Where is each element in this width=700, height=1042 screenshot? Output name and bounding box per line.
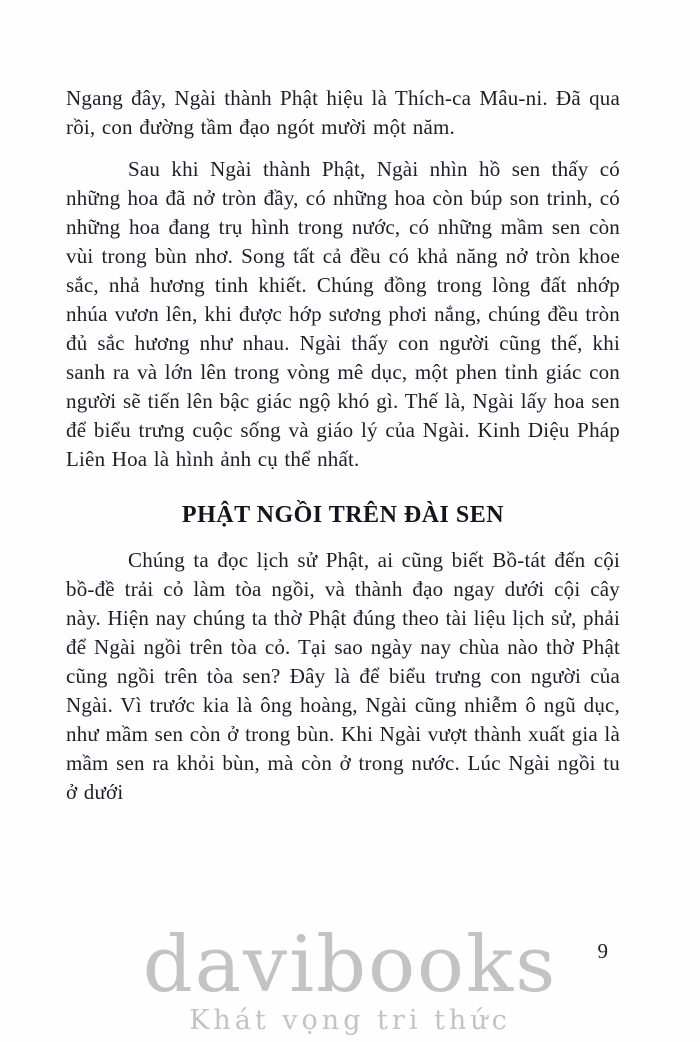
paragraph-continuation: Ngang đây, Ngài thành Phật hiệu là Thích-ca Mâu-ni. Đã qua rồi, con đường tầm đạo ngót mười một năm. xyxy=(66,86,620,139)
page-number: 9 xyxy=(597,939,608,963)
watermark-logo: davibooks xyxy=(142,920,558,1010)
page-content xyxy=(66,84,620,820)
section-heading: PHẬT NGỒI TRÊN ĐÀI SEN xyxy=(181,502,505,528)
watermark xyxy=(0,920,700,1036)
watermark-tagline: Khát vọng tri thức xyxy=(189,1005,511,1036)
paragraph-lotus-pond: Sau khi Ngài thành Phật, Ngài nhìn hồ sen thấy có những hoa đã nở tròn đầy, có những hoa còn búp son trinh, có những hoa đang trụ hình trong nước, có những mầm sen còn vùi trong bùn nhơ. Song tất cả đều có khả năng nở tròn khoe sắc, nhả hương tinh khiết. Chúng đồng trong lòng đất nhớp nhúa vươn lên, khi được hớp sương phơi nắng, chúng đều tròn đủ sắc hương như nhau. Ngài thấy con người cũng thế, khi sanh ra và lớn lên trong vòng mê dục, một phen tỉnh giác con người sẽ tiến lên bậc giác ngộ khó gì. Thế là, Ngài lấy hoa sen để biểu trưng cuộc sống và giáo lý của Ngài. Kinh Diệu Pháp Liên Hoa là hình ảnh cụ thể nhất. xyxy=(66,157,620,471)
paragraph-buddha-lotus-seat: Chúng ta đọc lịch sử Phật, ai cũng biết Bồ-tát đến cội bồ-đề trải cỏ làm tòa ngồi, và thành đạo ngay dưới cội cây này. Hiện nay chúng ta thờ Phật đúng theo tài liệu lịch sử, phải để Ngài ngồi trên tòa cỏ. Tại sao ngày nay chùa nào thờ Phật cũng ngồi trên tòa sen? Đây là để biểu trưng con người của Ngài. Vì trước kia là ông hoàng, Ngài cũng nhiễm ô ngũ dục, như mầm sen còn ở trong bùn. Khi Ngài vượt thành xuất gia là mầm sen ra khỏi bùn, mà còn ở trong nước. Lúc Ngài ngồi tu ở dưới xyxy=(66,548,620,804)
